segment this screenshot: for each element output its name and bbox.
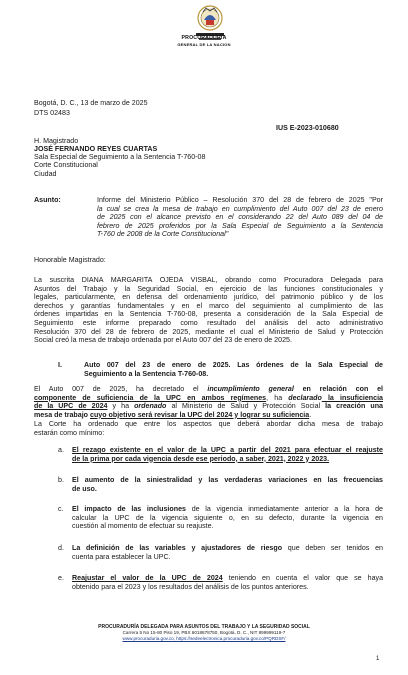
item-letter: c. xyxy=(58,505,64,513)
item-letter: e. xyxy=(58,574,64,582)
text-line: mesa de trabajo cuyo objetivo será revisar la UPC del 2024 y lograr su suficiencia. xyxy=(34,410,312,419)
dts-number: DTS 02483 xyxy=(34,109,70,117)
asunto-label: Asunto: xyxy=(34,196,61,204)
text-line: órdenes impartidas en la Sentencia T-760-08, presenta a consideración de la Sala Especial de xyxy=(34,310,383,319)
logo-subtitle: GENERAL DE LA NACION xyxy=(177,42,231,47)
text-line: T-760 de 2008 de la Corte Constitucional" xyxy=(97,230,229,239)
text-line: El Auto 007 de 2025, ha decretado el incumplimiento general en relación con el xyxy=(34,385,383,393)
footer xyxy=(0,624,408,643)
item-letter: a. xyxy=(58,446,64,454)
list-item xyxy=(72,476,383,493)
text-line: legales, particularmente, en defensa del ordenamiento jurídico, del patrimonio público y de los xyxy=(34,293,383,302)
text-line: febrero de 2025 proferidos por la Sala Especial de Seguimiento a la Sentencia xyxy=(97,221,383,230)
place-date: Bogotá, D. C., 13 de marzo de 2025 xyxy=(34,99,148,107)
recipient-line: Ciudad xyxy=(34,170,57,178)
footer-address: Carrera 5 No 15-80 Piso 19, PBX 6018878750, Bogotá, D. C., NIT 899999119-7 xyxy=(122,630,286,636)
mesa-paragraph xyxy=(34,420,383,437)
logo-title: PROCURADURIA xyxy=(181,35,227,41)
recipient-title: H. Magistrado xyxy=(34,137,79,145)
recipient-line: Sala Especial de Seguimiento a la Sentencia T-760-08 xyxy=(34,153,206,161)
ius-number: IUS E-2023-010680 xyxy=(276,124,339,132)
section-title xyxy=(84,361,383,378)
text-line: cuestión al momento de efectuar su reajuste. xyxy=(72,522,214,531)
text-line: El rezago existente en el valor de la UPC a partir del 2021 para efectuar el reajuste xyxy=(72,446,383,454)
text-line: de la prima por cada vigencia desde ese periodo, a saber, 2021, 2022 y 2023. xyxy=(72,454,330,463)
section-number: I. xyxy=(58,361,62,369)
text-line: derechos y garantías fundamentales y en el marco del seguimiento al cumplimiento de las xyxy=(34,301,383,310)
text-line: Auto 007 del 23 de enero de 2025. Las órdenes de la Sala Especial de xyxy=(84,361,383,369)
text-line: El impacto de las inclusiones de la vigencia inmediatamente anterior a la hora de xyxy=(72,505,383,513)
footer-org: PROCURADURÍA DELEGADA PARA ASUNTOS DEL TRABAJO Y LA SEGURIDAD SOCIAL xyxy=(98,624,310,630)
auto-paragraph xyxy=(34,385,383,419)
text-line: La suscrita DIANA MARGARITA OJEDA VISBAL, obrando como Procuradora Delegada para xyxy=(34,276,383,284)
text-line: cuenta para establecer la UPC. xyxy=(72,552,171,561)
text-line: Asuntos del Trabajo y la Seguridad Social, en ejercicio de las funciones constitucionales y xyxy=(34,284,383,293)
text-line: estarán como mínimo: xyxy=(34,428,105,437)
asunto-text xyxy=(97,196,383,239)
text-line: calcular la UPC de la vigencia siguiente o, en su defecto, durante la vigencia en xyxy=(72,513,383,522)
recipient-name: JOSÉ FERNANDO REYES CUARTAS xyxy=(34,145,158,153)
item-letter: b. xyxy=(58,476,64,484)
footer-web[interactable]: www.procuraduria.gov.co, https://sedeelectronica.procuraduria.gov.co/PQRDSF/ xyxy=(122,636,286,642)
text-line: componente de suficiencia de la UPC en ambos regímenes, ha declarado la insuficiencia xyxy=(34,393,383,402)
text-line: obtenido para el 2023 y los resultados del análisis de los puntos anteriores. xyxy=(72,582,309,591)
text-line: Resolución 370 del 28 de febrero de 2025, mediante el cual el Ministerio de Salud y Protección xyxy=(34,327,383,336)
text-line: Seguimiento a la Sentencia T-760-08. xyxy=(84,369,209,378)
list-item xyxy=(72,505,383,531)
text-line: Social creó la mesa de trabajo ordenada por el Auto 007 del 23 de enero de 2025. xyxy=(34,336,292,345)
intro-paragraph xyxy=(34,276,383,345)
salutation: Honorable Magistrado: xyxy=(34,256,106,264)
text-line: La definición de las variables y ajustadores de riesgo que deben ser tenidos en xyxy=(72,544,383,552)
text-line: la cual se crea la mesa de trabajo en cumplimiento del Auto 007 del 23 de enero xyxy=(97,204,383,213)
list-item xyxy=(72,544,383,561)
text-line: Reajustar el valor de la UPC de 2024 teniendo en cuenta el valor que se haya xyxy=(72,574,383,582)
text-line: de 2025 con el alcance previsto en el considerando 22 del Auto 089 del 04 de xyxy=(97,213,383,222)
text-line: La Corte ha ordenado que entre los aspectos que deberá abordar dicha mesa de trabajo xyxy=(34,420,383,428)
text-line: Informe del Ministerio Público – Resolución 370 del 28 de febrero de 2025 "Por xyxy=(97,196,383,204)
text-line: Seguimiento este informe preparado como resultado del análisis del acto administrativo xyxy=(34,318,383,327)
page-number: 1 xyxy=(376,656,380,662)
list-item xyxy=(72,574,383,591)
text-line: de la UPC de 2024 y ha ordenado al Ministerio de Salud y Protección Social la creación una xyxy=(34,402,383,411)
recipient-line: Corte Constitucional xyxy=(34,161,98,169)
text-line: de uso. xyxy=(72,484,97,493)
list-item xyxy=(72,446,383,463)
item-letter: d. xyxy=(58,544,64,552)
text-line: El aumento de la siniestralidad y las verdaderas variaciones en las frecuencias xyxy=(72,476,383,484)
